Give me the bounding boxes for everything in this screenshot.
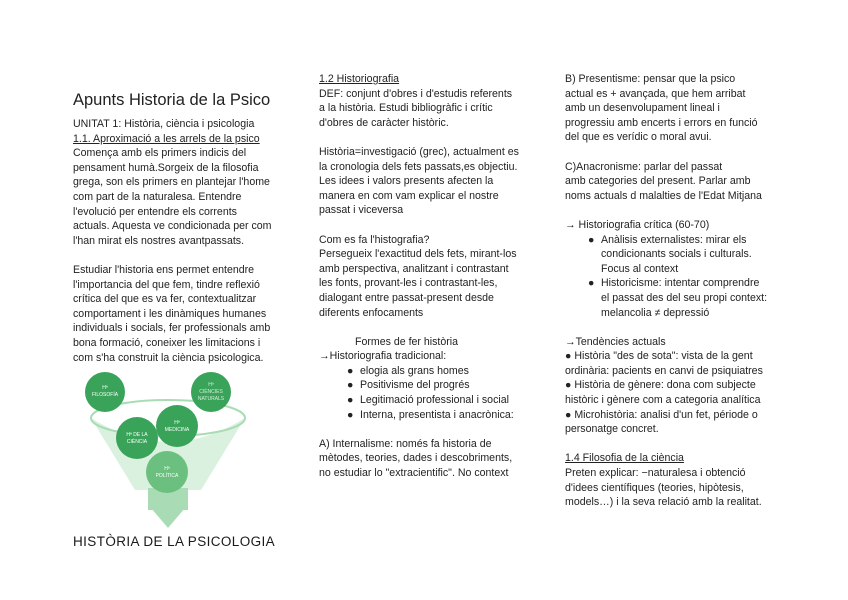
text-line: Preten explicar: −naturalesa i obtenció	[565, 467, 746, 480]
text-line: C)Anacronisme: parlar del passat	[565, 160, 723, 173]
circle-label-2: POLÍTICA	[155, 473, 179, 479]
page-title: Apunts Historia de la Psico	[73, 91, 271, 109]
text-line: Història=investigació (grec), actualment es	[319, 145, 519, 158]
circle-label-1: Hª	[164, 466, 170, 472]
text-line: mètodes, teories, dades i descobriments,	[319, 452, 513, 465]
text-line: 1.1. Aproximació a les arrels de la psico	[73, 132, 260, 145]
traditional-list	[319, 364, 519, 422]
bullet-icon: ●	[588, 233, 595, 246]
text-line: amb un desenvolupament lineal i	[565, 102, 720, 115]
list-item	[347, 364, 519, 379]
blank-line	[565, 145, 767, 160]
list-item-text: condicionants socials i culturals.	[601, 248, 752, 261]
text-line: amb categories del present. Parlar amb	[565, 175, 751, 188]
text-line: l'importancia del que fem, tindre reflexió	[73, 278, 260, 291]
list-item-text: Focus al context	[601, 262, 679, 275]
circle-historia-ciencia	[116, 417, 158, 459]
text-line: comportament i les dinàmiques humanes	[73, 307, 267, 320]
funnel-diagram	[73, 370, 263, 535]
circle-label-3: NATURALS	[197, 396, 225, 402]
text-line: dialogant entre passat-present desde	[319, 291, 494, 304]
text-line: no estudiar lo "extracientific". No context	[319, 467, 509, 480]
column-3	[565, 72, 767, 510]
text-line: d'idees científiques (teories, hipòtesis,	[565, 481, 744, 494]
text-line: crítica del que es va fer, contextualitzar	[73, 293, 257, 306]
text-line: UNITAT 1: Història, ciència i psicologia	[73, 118, 255, 130]
list-item	[588, 233, 767, 277]
text-line: com s'ha construit la ciència psicologica.	[73, 351, 264, 364]
list-item-text: elogia als grans homes	[360, 364, 469, 377]
text-line: com part de la naturalesa. Entendre	[73, 190, 242, 203]
bullet-icon: ●	[588, 277, 595, 290]
circle-label-1: Hª	[102, 385, 108, 391]
list-item-text: Anàlisis externalistes: mirar els	[601, 233, 747, 246]
list-item-text: melancolia ≠ depressió	[601, 306, 710, 319]
text-line: actuals. Aquesta ve condicionada per com	[73, 220, 272, 233]
column-2	[319, 72, 519, 481]
text-line: Les idees i valors presents afecten la	[319, 175, 494, 188]
section-heading-filosofia: 1.4 Filosofia de la ciència	[565, 452, 684, 465]
text-line: progressiu amb encerts i errors en funció	[565, 116, 758, 129]
text-line: l'evolució per entendre els corrents	[73, 205, 237, 218]
blank-line	[73, 248, 271, 263]
critical-list	[565, 233, 767, 321]
historiografia-tradicional: →Historiografia tradicional:	[319, 350, 447, 363]
bullet-icon: ●	[347, 379, 354, 392]
bullet-icon: ●	[347, 394, 354, 407]
text-line: amb perspectiva, analitzant i contrastant	[319, 262, 509, 275]
list-item-text: Positivisme del progrés	[360, 379, 470, 392]
circle-label-2: MEDICINA	[164, 427, 190, 433]
list-item-text: Interna, presentista i anacrònica:	[360, 408, 514, 421]
text-line: Comença amb els primers indicis del	[73, 147, 247, 160]
column-1	[73, 117, 271, 365]
text-line: la cronologia dels fets passats,es objectiu.	[319, 160, 518, 173]
formes-heading: Formes de fer història	[355, 335, 459, 348]
history-diagram	[73, 370, 263, 535]
funnel-arrow-icon	[151, 508, 185, 528]
text-line: les fonts, provant-les i contrastant-les,	[319, 277, 498, 290]
circle-label-1: Hª	[174, 420, 180, 426]
text-line: d'obres de caràcter històric.	[319, 116, 449, 129]
text-line: pensament humà.Sorgeix de la filosofia	[73, 161, 259, 174]
text-line: ordinària: pacients en canvi de psiquiatres	[565, 364, 763, 377]
text-line: passat i viceversa	[319, 204, 404, 217]
blank-line	[565, 203, 767, 218]
section-heading-historiografia: 1.2 Historiografia	[319, 73, 400, 85]
text-line: models…) i la seva relació amb la realitat.	[565, 496, 762, 509]
list-item-text: el passat des del seu propi context:	[601, 291, 768, 304]
text-line: actual es + avançada, que hem arribat	[565, 87, 746, 100]
text-line: ● Microhistòria: analisi d'un fet, période o	[565, 408, 758, 421]
blank-line	[319, 218, 519, 233]
text-line: A) Internalisme: només fa historia de	[319, 437, 492, 450]
circle-politica	[146, 451, 188, 493]
text-line: Estudiar l'historia ens permet entendre	[73, 263, 255, 276]
text-line: DEF: conjunt d'obres i d'estudis referents	[319, 87, 513, 100]
text-line: a la història. Estudi bibliogràfic i crític	[319, 102, 493, 115]
text-line: Com es fa l'histografia?	[319, 233, 430, 246]
circle-medicina	[156, 405, 198, 447]
circle-label-1: Hª DE LA	[126, 432, 148, 438]
list-item-text: Legitimació professional i social	[360, 394, 509, 407]
circle-label-2: CIÈNCIA	[126, 439, 148, 445]
text-line: històric i gènere com a categoria analítica	[565, 394, 761, 407]
text-line: l'han mirat els nostres avantpassats.	[73, 234, 245, 247]
bullet-icon: ●	[347, 364, 354, 377]
blank-line	[319, 130, 519, 145]
circle-ciencies-naturals	[191, 372, 231, 412]
historiografia-critica: → Historiografia crítica (60-70)	[565, 218, 710, 231]
text-line: diferents enfocaments	[319, 306, 424, 319]
list-item-text: Historicisme: intentar comprendre	[601, 277, 760, 290]
text-line: personatge concret.	[565, 423, 659, 436]
text-line: grega, son els primers en plantejar l'home	[73, 176, 270, 189]
diagram-caption: HISTÒRIA DE LA PSICOLOGIA	[73, 534, 276, 549]
bullet-icon: ●	[347, 408, 354, 421]
text-line: manera en com vam explicar el nostre	[319, 189, 499, 202]
tendencies-heading: →Tendències actuals	[565, 335, 666, 348]
text-line: individuals i socials, fer professionals amb	[73, 322, 271, 335]
list-item	[347, 408, 519, 423]
text-line: B) Presentisme: pensar que la psico	[565, 73, 736, 85]
circle-label-2: FILOSOFÍA	[91, 392, 119, 398]
circle-filosofia	[85, 372, 125, 412]
text-line: del que es verídic o moral avui.	[565, 131, 712, 144]
text-line: noms actuals d malalties de l'Edat Mitjana	[565, 189, 762, 202]
list-item	[347, 378, 519, 393]
list-item	[588, 276, 768, 320]
text-line: ● Història "des de sota": vista de la gent	[565, 350, 753, 363]
text-line: Persegueix l'exactitud dels fets, mirant-los	[319, 248, 517, 261]
list-item	[347, 393, 519, 408]
text-line: bona formació, coneixer les limitacions i	[73, 336, 261, 349]
circle-label-2: CIÈNCIES	[199, 389, 223, 395]
circle-label-1: Hª	[208, 382, 214, 388]
text-line: ● Història de gènere: dona com subjecte	[565, 379, 756, 392]
